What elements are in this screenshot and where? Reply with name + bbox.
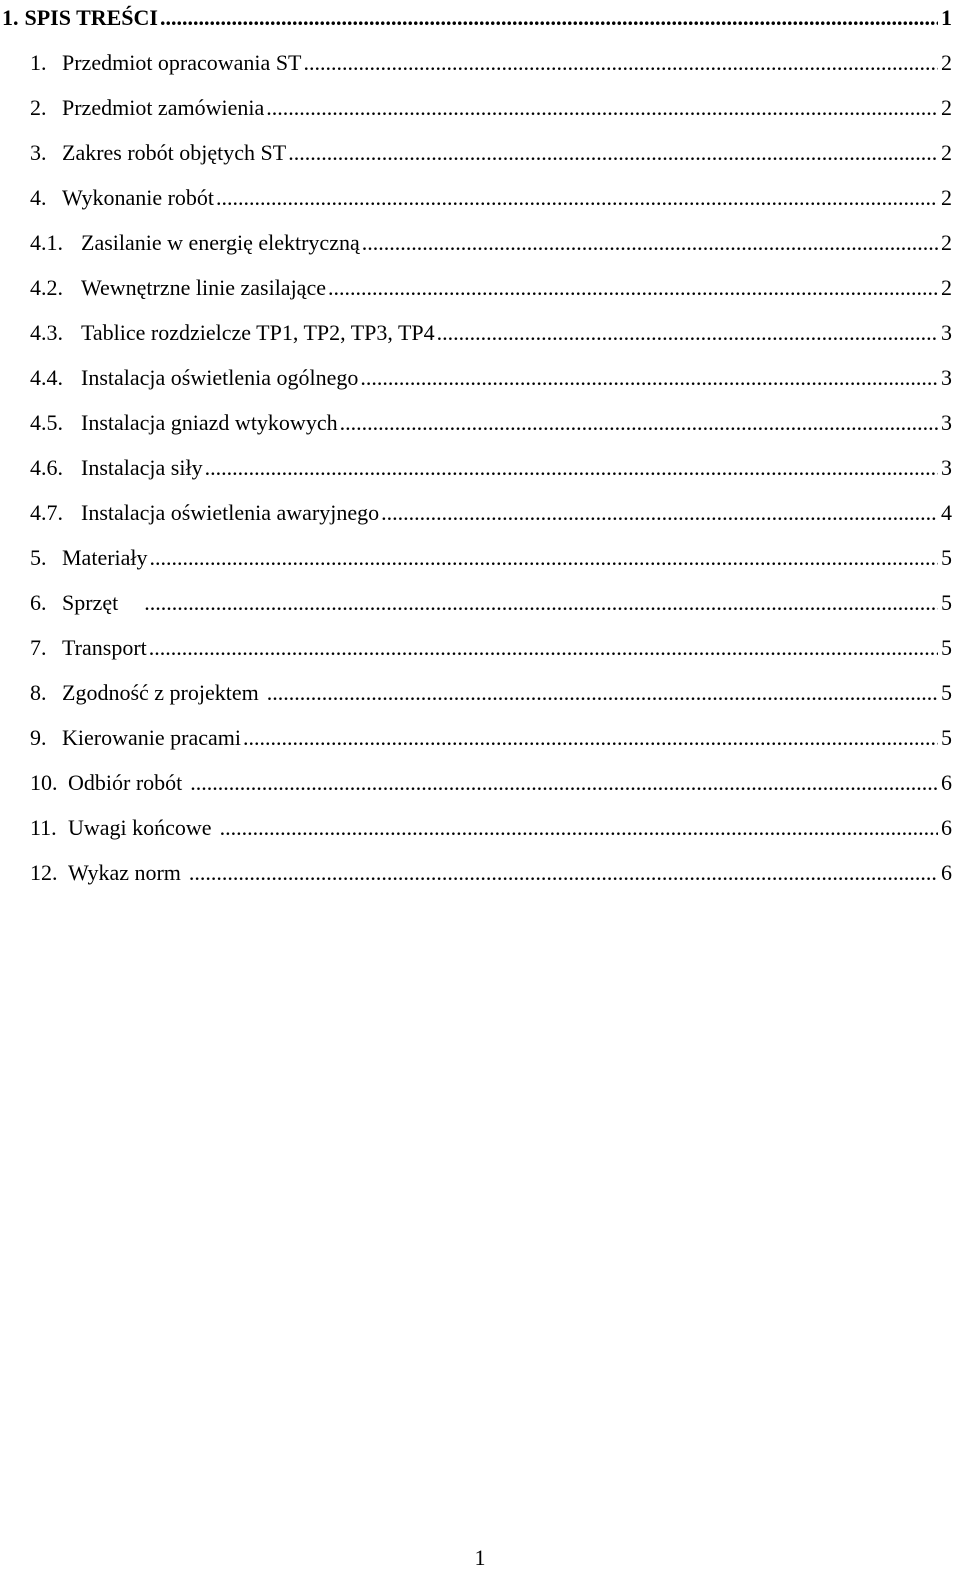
toc-dot-leader [266, 90, 938, 126]
toc-entry-page: 6 [941, 815, 952, 840]
toc-entry[interactable] [0, 720, 960, 756]
toc-entry-page: 2 [941, 140, 952, 165]
toc-entry-title: Sprzęt [62, 590, 119, 615]
toc-entry[interactable] [0, 630, 960, 666]
toc-dot-leader [150, 540, 938, 576]
toc-entry-page: 5 [941, 635, 952, 660]
toc-entry[interactable] [0, 225, 960, 261]
toc-entry-spis-tresci[interactable] [0, 0, 960, 36]
toc-entry-number: 12. [30, 860, 58, 885]
toc-entry-number: 8. [30, 680, 47, 705]
toc-entry-page: 2 [941, 185, 952, 210]
toc-entry-number: 4.5. [30, 410, 63, 435]
toc-dot-leader [189, 855, 938, 891]
toc-dot-leader [360, 360, 938, 396]
toc-entry-number: 5. [30, 545, 47, 570]
toc-entry[interactable] [0, 540, 960, 576]
toc-entry[interactable] [0, 585, 960, 621]
toc-dot-leader [328, 270, 938, 306]
toc-entry-number: 4.4. [30, 365, 63, 390]
toc-entry-page: 5 [941, 590, 952, 615]
toc-dot-leader [437, 315, 938, 351]
toc-entry-number: 10. [30, 770, 58, 795]
toc-entry-title: Uwagi końcowe [68, 815, 212, 840]
toc-entry[interactable] [0, 495, 960, 531]
toc-entry-number: 7. [30, 635, 47, 660]
toc-entry-page: 5 [941, 545, 952, 570]
toc-entry-page: 3 [941, 365, 952, 390]
toc-entry-title: Tablice rozdzielcze TP1, TP2, TP3, TP4 [81, 320, 435, 345]
toc-entry[interactable] [0, 360, 960, 396]
toc-entry-title: Wykonanie robót [62, 185, 215, 210]
toc-entry-number: 4. [30, 185, 47, 210]
toc-entry-page: 3 [941, 455, 952, 480]
toc-entry-page: 5 [941, 680, 952, 705]
toc-entry-title: Wykaz norm [68, 860, 181, 885]
toc-entry[interactable] [0, 90, 960, 126]
toc-entry-number: 4.7. [30, 500, 63, 525]
toc-entry-title: SPIS TREŚCI [24, 5, 158, 30]
toc-entry-title: Zakres robót objętych ST [62, 140, 287, 165]
toc-entry-number: 4.3. [30, 320, 63, 345]
toc-dot-leader [160, 0, 938, 36]
toc-dot-leader [205, 450, 938, 486]
toc-dot-leader [149, 630, 938, 666]
page-number: 1 [474, 1545, 486, 1570]
toc-entry-number: 9. [30, 725, 47, 750]
toc-entry[interactable] [0, 405, 960, 441]
toc-entry-title: Instalacja siły [81, 455, 203, 480]
toc-entry[interactable] [0, 180, 960, 216]
toc-dot-leader [304, 45, 939, 81]
toc-entry[interactable] [0, 135, 960, 171]
toc-entry-number: 4.1. [30, 230, 63, 255]
toc-entry-page: 6 [941, 860, 952, 885]
toc-dot-leader [216, 180, 938, 216]
toc-entry-title: Wewnętrzne linie zasilające [81, 275, 326, 300]
toc-entry-title: Instalacja oświetlenia awaryjnego [81, 500, 380, 525]
toc-entry[interactable] [0, 675, 960, 711]
toc-entry-page: 2 [941, 50, 952, 75]
toc-entry[interactable] [0, 810, 960, 846]
toc-entry-page: 2 [941, 275, 952, 300]
toc-dot-leader [381, 495, 938, 531]
toc-entry[interactable] [0, 315, 960, 351]
toc-entry-title: Przedmiot zamówienia [62, 95, 265, 120]
toc-entry-page: 3 [941, 320, 952, 345]
toc-dot-leader [144, 585, 938, 621]
toc-entry-number: 4.2. [30, 275, 63, 300]
toc-entry-page: 2 [941, 230, 952, 255]
toc-entry-number: 3. [30, 140, 47, 165]
toc-dot-leader [220, 810, 938, 846]
toc-entry-page: 3 [941, 410, 952, 435]
toc-entry-title: Instalacja gniazd wtykowych [81, 410, 338, 435]
toc-dot-leader [243, 720, 938, 756]
toc-entry[interactable] [0, 270, 960, 306]
toc-entry-number: 2. [30, 95, 47, 120]
toc-entry-page: 4 [941, 500, 952, 525]
toc-entry-title: Odbiór robót [68, 770, 183, 795]
toc-entry-title: Przedmiot opracowania ST [62, 50, 302, 75]
toc-entry-page: 1 [941, 5, 952, 30]
toc-entry-title: Zasilanie w energię elektryczną [81, 230, 360, 255]
toc-dot-leader [288, 135, 938, 171]
toc-dot-leader [190, 765, 938, 801]
toc-entry-page: 2 [941, 95, 952, 120]
toc-entry[interactable] [0, 765, 960, 801]
toc-entry[interactable] [0, 450, 960, 486]
toc-entry-title: Transport [62, 635, 147, 660]
toc-entry-page: 6 [941, 770, 952, 795]
toc-dot-leader [340, 405, 938, 441]
toc-entry[interactable] [0, 45, 960, 81]
toc-entry-number: 1. [30, 50, 47, 75]
toc-entry[interactable] [0, 855, 960, 891]
toc-dot-leader [267, 675, 938, 711]
toc-entry-title: Zgodność z projektem [62, 680, 259, 705]
toc-entry-title: Instalacja oświetlenia ogólnego [81, 365, 359, 390]
toc-entry-number: 11. [30, 815, 57, 840]
toc-dot-leader [362, 225, 938, 261]
toc-entry-number: 1. [2, 5, 19, 30]
toc-entry-number: 4.6. [30, 455, 63, 480]
toc-entry-title: Kierowanie pracami [62, 725, 241, 750]
toc-entry-page: 5 [941, 725, 952, 750]
toc-entry-title: Materiały [62, 545, 148, 570]
toc-entry-number: 6. [30, 590, 47, 615]
